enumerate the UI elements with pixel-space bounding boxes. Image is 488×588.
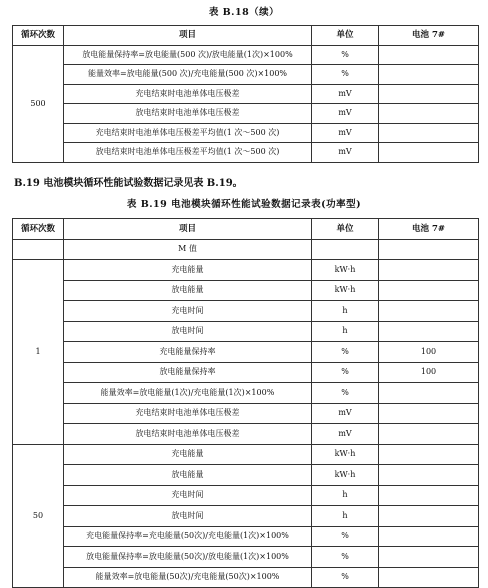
value-cell xyxy=(379,280,479,301)
table-row xyxy=(13,403,479,424)
table-row xyxy=(13,143,479,163)
item-cell: 充电能量保持率=充电能量(50次)/充电能量(1次)×100% xyxy=(64,526,312,547)
cycle-cell: 50 xyxy=(13,444,64,588)
header-cycles: 循环次数 xyxy=(13,219,64,240)
item-cell: 放电能量保持率=放电能量(500 次)/放电能量(1次)×100% xyxy=(64,45,312,65)
item-cell: 放电能量 xyxy=(64,280,312,301)
table-row xyxy=(13,526,479,547)
table-row xyxy=(13,301,479,322)
item-cell: 放电能量保持率 xyxy=(64,362,312,383)
value-cell xyxy=(379,104,479,124)
table-row xyxy=(13,424,479,445)
value-cell xyxy=(379,444,479,465)
value-cell xyxy=(379,260,479,281)
value-cell xyxy=(379,84,479,104)
value-cell xyxy=(379,403,479,424)
value-cell: 100 xyxy=(379,342,479,363)
header-cell: 电池 7# xyxy=(379,219,479,240)
unit-cell: h xyxy=(312,321,379,342)
unit-cell: mV xyxy=(312,84,379,104)
item-cell: 能量效率=放电能量(1次)/充电能量(1次)×100% xyxy=(64,383,312,404)
item-cell: 能量效率=放电能量(50次)/充电能量(50次)×100% xyxy=(64,567,312,588)
unit-cell: % xyxy=(312,547,379,568)
unit-cell: % xyxy=(312,45,379,65)
value-cell xyxy=(379,65,479,85)
unit-cell: kW·h xyxy=(312,465,379,486)
table-row xyxy=(13,485,479,506)
unit-cell: mV xyxy=(312,104,379,124)
unit-cell: mV xyxy=(312,123,379,143)
value-cell xyxy=(379,301,479,322)
value-cell xyxy=(379,526,479,547)
table-b19 xyxy=(12,218,479,588)
table-row xyxy=(13,362,479,383)
value-cell xyxy=(379,424,479,445)
table-row xyxy=(13,342,479,363)
unit-cell: % xyxy=(312,526,379,547)
value-cell xyxy=(379,143,479,163)
unit-cell: % xyxy=(312,362,379,383)
unit-cell: mV xyxy=(312,403,379,424)
item-cell: 放电时间 xyxy=(64,506,312,527)
cycle-cell xyxy=(13,239,64,260)
table-row xyxy=(13,239,479,260)
unit-cell: h xyxy=(312,485,379,506)
unit-cell: mV xyxy=(312,143,379,163)
value-cell: 100 xyxy=(379,362,479,383)
unit-cell xyxy=(312,239,379,260)
header-item: 项目 xyxy=(64,26,312,46)
table-row xyxy=(13,123,479,143)
table-row xyxy=(13,104,479,124)
unit-cell: kW·h xyxy=(312,260,379,281)
item-cell: 放电结束时电池单体电压极差平均值(1 次～500 次) xyxy=(64,143,312,163)
header-cell: 电池 7# xyxy=(379,26,479,46)
item-cell: 充电结束时电池单体电压极差 xyxy=(64,84,312,104)
item-cell: 放电能量保持率=放电能量(50次)/放电能量(1次)×100% xyxy=(64,547,312,568)
table-row xyxy=(13,506,479,527)
item-cell: 充电能量 xyxy=(64,444,312,465)
table-row xyxy=(13,84,479,104)
m-value-cell: M 值 xyxy=(64,239,312,260)
item-cell: 放电结束时电池单体电压极差 xyxy=(64,104,312,124)
table-row xyxy=(13,547,479,568)
header-row xyxy=(13,26,479,46)
table-row xyxy=(13,45,479,65)
unit-cell: % xyxy=(312,65,379,85)
value-cell xyxy=(379,485,479,506)
item-cell: 放电结束时电池单体电压极差 xyxy=(64,424,312,445)
value-cell xyxy=(379,567,479,588)
header-unit: 单位 xyxy=(312,219,379,240)
item-cell: 充电能量 xyxy=(64,260,312,281)
value-cell xyxy=(379,383,479,404)
header-item: 项目 xyxy=(64,219,312,240)
table-row xyxy=(13,465,479,486)
header-unit: 单位 xyxy=(312,26,379,46)
table-row xyxy=(13,321,479,342)
value-cell xyxy=(379,123,479,143)
table-row xyxy=(13,444,479,465)
item-cell: 充电能量保持率 xyxy=(64,342,312,363)
table-caption-b19: 表 B.19 电池模块循环性能试验数据记录表(功率型) xyxy=(126,199,362,210)
item-cell: 放电时间 xyxy=(64,321,312,342)
table-row xyxy=(13,260,479,281)
table-b18-continued xyxy=(12,25,479,163)
cycle-cell: 500 xyxy=(13,45,64,162)
value-cell xyxy=(379,239,479,260)
table-row xyxy=(13,383,479,404)
cycle-cell: 1 xyxy=(13,260,64,445)
clause-b19-note: B.19 电池模块循环性能试验数据记录见表 B.19。 xyxy=(14,178,243,189)
item-cell: 放电能量 xyxy=(64,465,312,486)
item-cell: 充电时间 xyxy=(64,485,312,506)
item-cell: 充电结束时电池单体电压极差平均值(1 次～500 次) xyxy=(64,123,312,143)
unit-cell: h xyxy=(312,301,379,322)
item-cell: 充电时间 xyxy=(64,301,312,322)
unit-cell: % xyxy=(312,342,379,363)
value-cell xyxy=(379,321,479,342)
unit-cell: mV xyxy=(312,424,379,445)
item-cell: 充电结束时电池单体电压极差 xyxy=(64,403,312,424)
value-cell xyxy=(379,45,479,65)
unit-cell: % xyxy=(312,567,379,588)
unit-cell: kW·h xyxy=(312,280,379,301)
table-row xyxy=(13,65,479,85)
item-cell: 能量效率=放电能量(500 次)/充电能量(500 次)×100% xyxy=(64,65,312,85)
unit-cell: h xyxy=(312,506,379,527)
table-row xyxy=(13,280,479,301)
value-cell xyxy=(379,547,479,568)
unit-cell: kW·h xyxy=(312,444,379,465)
value-cell xyxy=(379,506,479,527)
header-row xyxy=(13,219,479,240)
value-cell xyxy=(379,465,479,486)
table-row xyxy=(13,567,479,588)
header-cycles: 循环次数 xyxy=(13,26,64,46)
table-caption-b18: 表 B.18（续） xyxy=(208,7,280,18)
unit-cell: % xyxy=(312,383,379,404)
